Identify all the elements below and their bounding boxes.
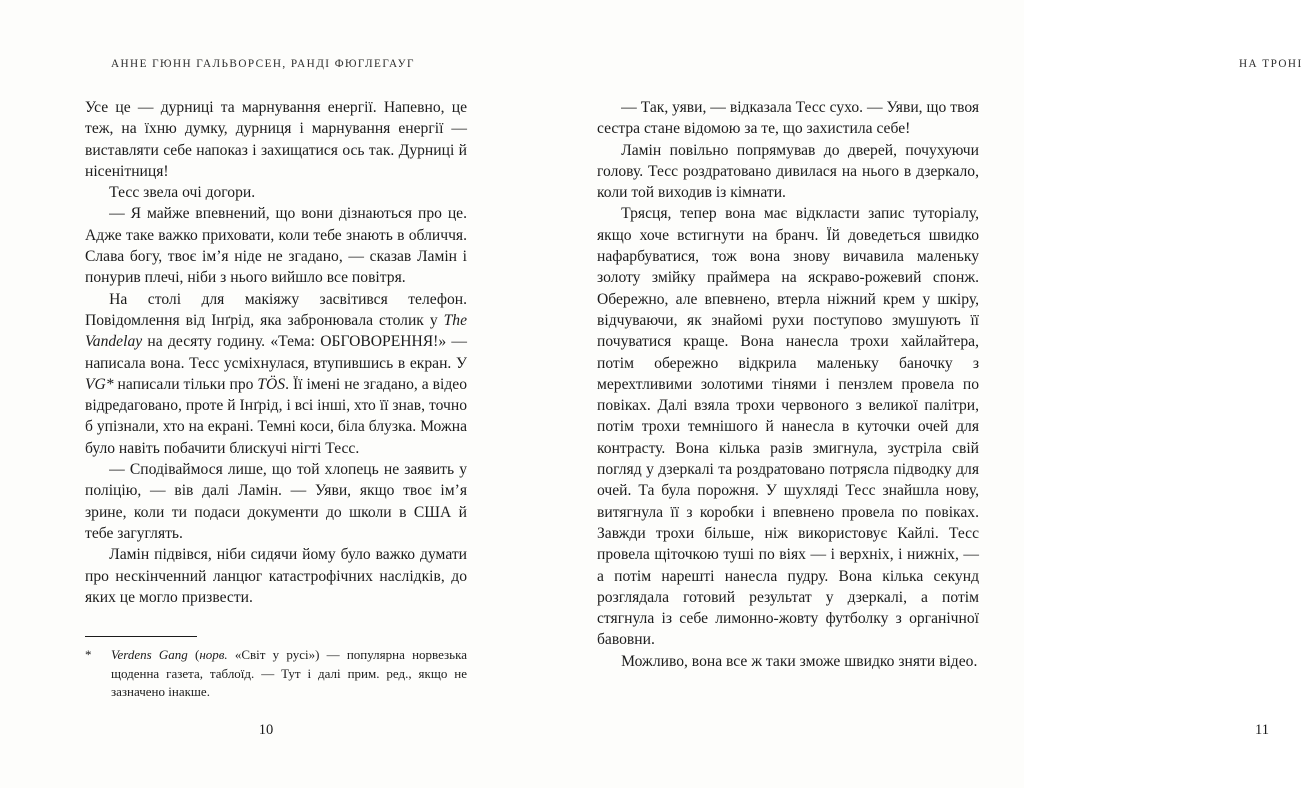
paragraph xyxy=(85,203,467,288)
text-run: . Її імені не згадано, а відео відредаговано, проте й Інґрід, і всі інші, хто її знав, точно б упізнали, хто на екрані. Темні коси, біла блузка. Можна було навіть побачити блискучі нігті Тесс. xyxy=(85,375,467,457)
footnote-block xyxy=(85,636,467,702)
page-number-right: 11 xyxy=(1255,722,1269,738)
paragraph xyxy=(85,459,467,544)
body-text-left xyxy=(85,97,467,608)
text-run: Тесс звела очі догори. xyxy=(109,184,256,202)
paragraph xyxy=(85,97,467,182)
paragraph xyxy=(597,97,979,140)
text-run: Ламін повільно попрямував до дверей, почухуючи голову. Тесс роздратовано дивилася на нього в дзеркало, коли той виходив із кімнати. xyxy=(597,141,979,202)
running-head-right: НА ТРОНІ xyxy=(1239,58,1303,70)
italic-run: TÖS xyxy=(257,375,286,393)
text-run: — Я майже впевнений, що вони дізнаються про це. Адже таке важко приховати, коли тебе знають в обличчя. Слава богу, твоє ім’я ніде не згадано, — сказав Ламін і понурив плечі, ніби з нього вийшло все повітря. xyxy=(85,205,467,287)
running-head-left: АННЕ ГЮНН ГАЛЬВОРСЕН, РАНДІ ФЮГЛЕГАУГ xyxy=(111,58,415,70)
paragraph xyxy=(85,289,467,459)
paragraph xyxy=(85,544,467,608)
text-run: ( xyxy=(187,647,200,662)
italic-run: The Vandelay xyxy=(85,311,467,351)
text-run: написали тільки про xyxy=(113,375,258,393)
paragraph xyxy=(85,182,467,203)
text-run: — Так, уяви, — відказала Тесс сухо. — Уяви, що твоя сестра стане відомою за те, що захистила себе! xyxy=(597,99,979,138)
footnote-marker: * xyxy=(85,647,92,662)
footnote-text xyxy=(111,646,467,702)
italic-run: VG* xyxy=(85,375,114,393)
text-run: — Сподіваймося лише, що той хлопець не заявить у поліцію, — вів далі Ламін. — Уяви, якщо твоє ім’я зрине, коли ти подаси документи до школи в США й тебе загуглять. xyxy=(85,461,467,542)
page-number-left: 10 xyxy=(258,722,274,738)
footnote-rule xyxy=(85,636,197,637)
body-text-right xyxy=(597,97,979,672)
text-run: на десяту годину. «Тема: ОБГОВОРЕННЯ!» — написала вона. Тесс усміхнулася, втупившись в екран. У xyxy=(85,333,467,372)
italic-run: норв. xyxy=(199,647,228,662)
text-run: Усе це — дурниці та марнування енергії. Напевно, це теж, на їхню думку, дурниця і марнування енергії — виставляти себе напоказ і захищатися ось так. Дурниці й нісенітниця! xyxy=(85,99,467,180)
italic-run: Verdens Gang xyxy=(111,647,188,662)
paragraph xyxy=(597,203,979,650)
page-right xyxy=(512,0,1303,788)
footnote-body xyxy=(85,646,467,702)
text-run: Можливо, вона все ж таки зможе швидко зняти відео. xyxy=(621,652,978,670)
paragraph xyxy=(597,140,979,204)
text-run: На столі для макіяжу засвітився телефон. Повідомлення від Інґрід, яка забронювала столик у xyxy=(85,290,467,329)
text-run: Ламін підвівся, ніби сидячи йому було важко думати про нескінченний ланцюг катастрофічних наслідків, до яких це могло призвести. xyxy=(85,546,467,606)
text-run: «Світ у русі») — популярна норвезька щоденна газета, таблоїд. — Тут і далі прим. ред., якщо не зазначено інакше. xyxy=(111,647,467,700)
page-left xyxy=(0,0,512,788)
text-run: Трясця, тепер вона має відкласти запис туторіалу, якщо хоче встигнути на бранч. Їй доведеться швидко нафарбуватися, тож вона знову вичавила маленьку золоту змійку праймера на яскраво-рожевий спонж. Обережно, але впевнено, втерла ніжний крем у шкіру, відчуваючи, як знайомі рухи поступово змушують її почуватися краще. Вона нанесла трохи хайлайтера, потім обережно відкрила маленьку баночку з мерехтливими золотими тінями і пензлем провела по повіках. Далі взяла трохи червоного з великої палітри, потім трохи темнішого й нанесла в куточки очей для контрасту. Вона кілька разів змигнула, зустріла свій погляд у дзеркалі та роздратовано потрясла підводку для очей. Та була порожня. У шухляді Тесс знайшла нову, витягнула її з коробки і впевнено провела по повіках. Завжди трохи більше, ніж використовує Кайлі. Тесс провела щіточкою туші по віях — і верхніх, і нижніх, — а потім нарешті нанесла пудру. Вона кілька секунд розглядала готовий результат у дзеркалі, а потім стягнула із себе лимонно-жовту футболку з органічної бавовни. xyxy=(597,205,979,649)
paragraph xyxy=(597,651,979,672)
